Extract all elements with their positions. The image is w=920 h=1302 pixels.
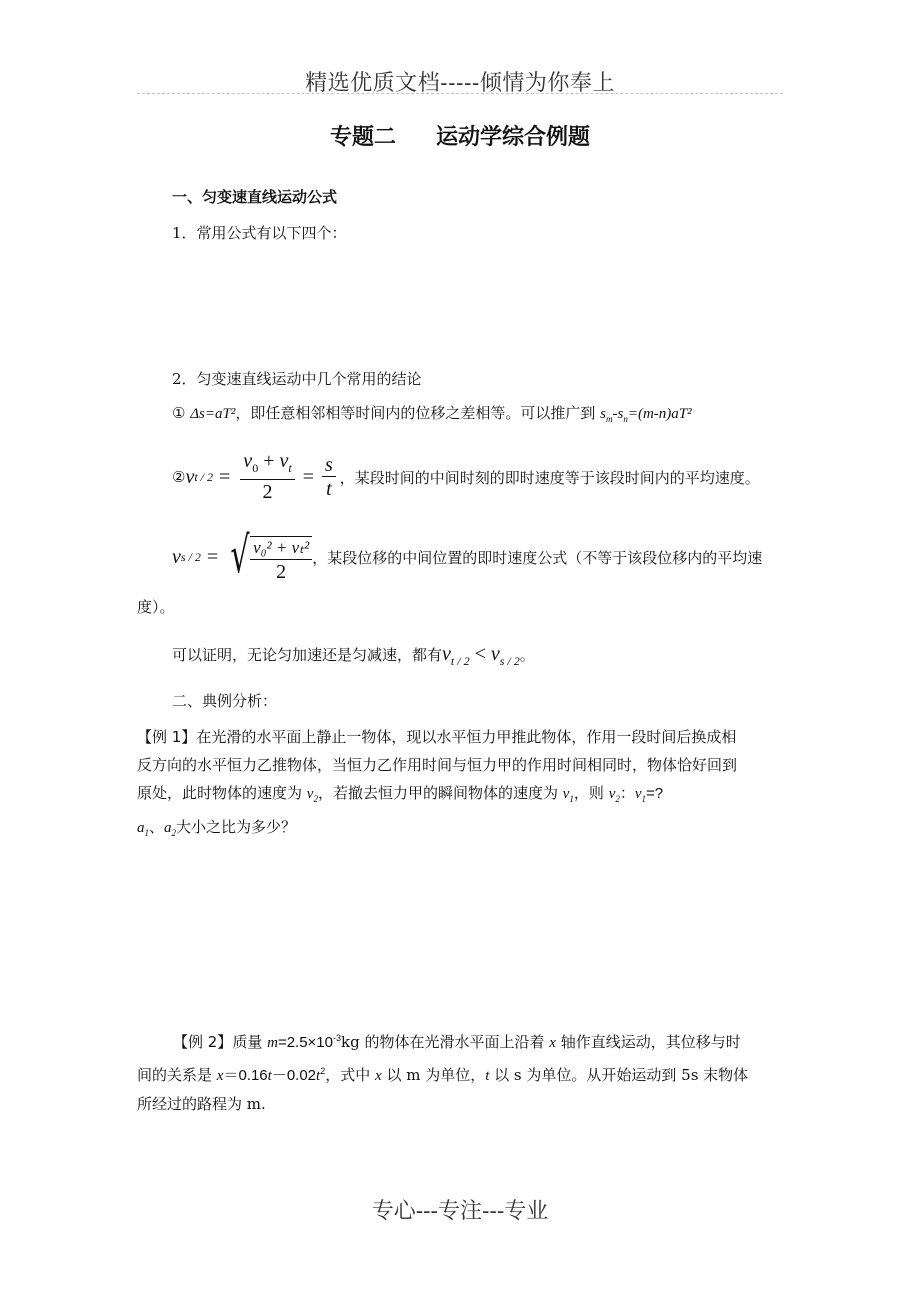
section2-heading: 二、典例分析： [172, 692, 278, 710]
page-header: 精选优质文档-----倾情为你奉上 [305, 71, 615, 96]
example2-label: 【例 2】 [173, 1033, 233, 1051]
conclusion3-continuation: 度）。 [137, 598, 175, 616]
proof-statement: 可以证明，无论匀加速还是匀减速，都有$v_{t / 2} < v_{s / 2}$。 [172, 643, 535, 668]
document-title [0, 120, 920, 151]
header-divider [137, 93, 783, 94]
item2-text: 2．匀变速直线运动中几个常用的结论 [172, 370, 422, 388]
conclusion1: ① Δs=aT²，即任意相邻相等时间内的位移之差相等。可以推广到 $s_m-s_n=(m-n)aT^2$ [172, 404, 692, 424]
page-footer: 专心---专注---专业 [371, 1199, 549, 1224]
section1-heading: 一、匀变速直线运动公式 [172, 188, 338, 206]
example1-label: 【例 1】 [137, 728, 197, 746]
conclusion3: v s / 2 = √ $\frac{\text{v₀² + vₜ²}}{2}$ ，某段位移的中间位置的即时速度公式（不等于该段位移内的平均速 [172, 526, 763, 584]
formula-v-s-half: v s / 2 = √ $\frac{\text{v₀² + vₜ²}}{2}$ [172, 530, 312, 584]
example2: 【例 2】质量 $m=2.5\times 10^{-3}kg$ 的物体在光滑水平面上沿着 x 轴作直线运动，其位移与时 间的关系是 $x=0.16t-0.02t^2$，式中 x 以 m 为单位，t 以 s 为单位。从开始运动到 5s 末物体 所经过的路程为 m. [137, 1033, 749, 1113]
item1-text: 1．常用公式有以下四个： [172, 224, 347, 242]
title-part2: 运动学综合例题 [436, 125, 591, 150]
formula-sm-sn: $s_m-s_n=(m-n)aT^2$ [600, 406, 692, 424]
conclusion2: ② v t / 2 = $\frac{v_0 + v_t}{2}$ = $\frac{s}{t}$ ，某段时间的中间时刻的即时速度等于该段时间内的平均速度。 [172, 450, 760, 503]
example1-question: $a_1$、$a_2$大小之比为多少？ [137, 818, 297, 838]
formula-v-t-half: v t / 2 = $\frac{v_0 + v_t}{2}$ = $\frac{s}{t}$ [185, 450, 339, 504]
formula-delta-s: Δs=aT² [190, 406, 236, 422]
example1: 【例 1】在光滑的水平面上静止一物体，现以水平恒力甲推此物体，作用一段时间后换成相 反方向的水平恒力乙推物体，当恒力乙作用时间与恒力甲的作用时间相同时，物体恰好回到 原处，此时物体的速度为 $v_2$，若撤去恒力甲的瞬间物体的速度为 $v_1$，则 $v_2$：$v_1=$? [137, 728, 738, 804]
title-part1: 专题二 [329, 125, 396, 150]
